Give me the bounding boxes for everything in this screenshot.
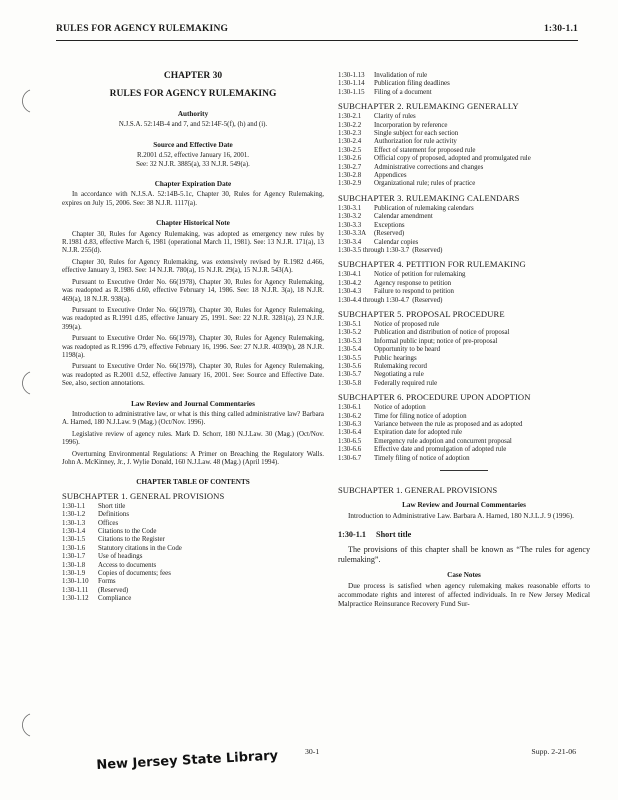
toc-entry-label: Effective date and promulgation of adopted rule (374, 446, 507, 454)
section-heading (338, 531, 590, 539)
toc-entry-label: Time for filing notice of adoption (374, 412, 467, 420)
toc-entry-label: Compliance (98, 595, 132, 603)
toc-entry-label: Opportunity to be heard (374, 346, 441, 354)
toc-entry (338, 172, 590, 180)
toc-entry-label: Emergency rule adoption and concurrent proposal (374, 437, 512, 445)
toc-entry-label: Official copy of proposed, adopted and promulgated rule (374, 155, 531, 163)
toc-entry-number: 1:30-2.9 (338, 180, 362, 188)
toc-entry-number: 1:30-4.2 (338, 279, 362, 287)
toc-entry-number: 1:30-3.3A (338, 230, 367, 238)
toc-entry-label: Calendar copies (374, 238, 419, 246)
toc-entry-number: 1:30-1.11 (62, 586, 89, 594)
toc-entry-number: 1:30-1.10 (62, 578, 89, 586)
toc-entry (62, 503, 324, 511)
toc-entry-number: 1:30-5.6 (338, 362, 362, 370)
running-header (56, 24, 578, 38)
toc-entry-label: Citations to the Register (98, 536, 165, 544)
chapter-title: RULES FOR AGENCY RULEMAKING (109, 89, 277, 99)
toc-entry (338, 404, 590, 412)
toc-entry-number: 1:30-3.2 (338, 213, 362, 221)
toc-entry-label: Exceptions (374, 221, 405, 229)
toc-entry (338, 338, 590, 346)
toc-entry (338, 113, 590, 121)
toc-entry-number: 1:30-5.7 (338, 371, 362, 379)
toc-entry-label: Offices (98, 519, 119, 527)
chapter-number: CHAPTER 30 (163, 71, 223, 81)
toc-entry (338, 164, 590, 172)
body-subchapter-heading: SUBCHAPTER 1. GENERAL PROVISIONS (338, 485, 498, 496)
toc-entry-label: (Reserved) (412, 296, 443, 304)
history-paragraph: Pursuant to Executive Order No. 66(1978), Chapter 30, Rules for Agency Rulemaking, was readopted as R.2001 d.52, effective January 16, 2001. See: Source and Effective Date. See, also, section annotations. (62, 363, 324, 388)
law-review-paragraph: Legislative review of agency rules. Mark D. Schorr, 180 N.J.Law. 30 (Mag.) (Oct/Nov. 1996). (62, 430, 324, 447)
toc-entry (338, 297, 590, 305)
toc-entry-label: Public hearings (374, 354, 417, 362)
law-review-heading: Law Review and Journal Commentaries (131, 399, 255, 408)
toc-entry-number: 1:30-2.1 (338, 113, 362, 121)
toc-entry-number: 1:30-6.1 (338, 404, 362, 412)
case-notes-text: Due process is satisfied when agency rulemaking makes reasonable efforts to accommodate rights and interest of affected individuals. In re New Jersey Medical Malpractice Reinsurance Recovery Fund Sur- (338, 582, 590, 609)
toc-entry (338, 122, 590, 130)
toc-entry-number: 1:30-1.12 (62, 595, 89, 603)
toc-entry-number: 1:30-3.1 (338, 204, 362, 212)
history-paragraph: Chapter 30, Rules for Agency Rulemaking, was adopted as emergency new rules by R.1981 d.83, effective March 6, 1981 (operational March 11, 1981). See: 13 N.J.R. 171(a), 13 N.J.R. 255(d). (62, 230, 324, 255)
source-heading: Source and Effective Date (153, 140, 233, 149)
toc-entry (338, 72, 590, 80)
toc-entry-label: Organizational rule; rules of practice (374, 180, 476, 188)
toc-subchapter-4-list (338, 271, 590, 305)
toc-entry-number: 1:30-3.3 (338, 221, 362, 229)
toc-entry (338, 230, 590, 238)
toc-entry-label: Clarity of rules (374, 113, 416, 121)
toc-entry-label: Notice of proposed rule (374, 320, 440, 328)
toc-entry-label: (Reserved) (98, 586, 129, 594)
toc-subchapter-3-list (338, 205, 590, 255)
toc-entry-number: 1:30-6.6 (338, 446, 362, 454)
toc-entry (62, 595, 324, 603)
authority-text: N.J.S.A. 52:14B-4 and 7, and 52:14F-5(f), (h) and (i). (118, 121, 268, 129)
toc-subchapter-1-list-continued (338, 72, 590, 97)
law-review-paragraph: Introduction to administrative law, or what is this thing called administrative law? Barbara A. Harned, 180 N.J.Law. 9 (Mag.) (Oct/Nov. 1996). (62, 410, 324, 427)
toc-entry-number: 1:30-1.6 (62, 544, 86, 552)
toc-entry (338, 147, 590, 155)
toc-entry-label: Publication and distribution of notice of proposal (374, 329, 510, 337)
toc-subchapter-1-title: SUBCHAPTER 1. GENERAL PROVISIONS (62, 490, 225, 501)
toc-subchapter-6-list (338, 404, 590, 463)
toc-subchapter-6-title: SUBCHAPTER 6. PROCEDURE UPON ADOPTION (338, 392, 531, 403)
toc-entry-label: Expiration date for adopted rule (374, 429, 463, 437)
toc-entry-label: Short title (98, 502, 126, 510)
toc-entry-number: 1:30-1.7 (62, 553, 86, 561)
toc-entry (338, 329, 590, 337)
toc-entry-number: 1:30-5.4 (338, 346, 362, 354)
toc-entry (338, 180, 590, 188)
toc-entry-label: Calendar amendment (374, 213, 433, 221)
toc-entry-label: (Reserved) (412, 246, 443, 254)
toc-entry (338, 239, 590, 247)
toc-entry-number: 1:30-2.3 (338, 130, 362, 138)
toc-entry-label: Citations to the Code (98, 528, 157, 536)
toc-entry (338, 429, 590, 437)
toc-entry (338, 421, 590, 429)
toc-entry (338, 363, 590, 371)
toc-entry-number: 1:30-6.2 (338, 412, 362, 420)
toc-entry-label: Agency response to petition (374, 279, 452, 287)
page-number: 30-1 (305, 747, 320, 756)
binder-hole-mark-middle (16, 370, 38, 396)
toc-entry (338, 205, 590, 213)
left-column (62, 70, 324, 607)
toc-subchapter-3-title: SUBCHAPTER 3. RULEMAKING CALENDARS (338, 192, 520, 203)
toc-entry (62, 520, 324, 528)
toc-entry (338, 355, 590, 363)
toc-entry-number: 1:30-2.6 (338, 155, 362, 163)
toc-subchapter-5-list (338, 321, 590, 388)
section-text: The provisions of this chapter shall be known as “The rules for agency rulemaking”. (338, 544, 590, 564)
running-header-title: RULES FOR AGENCY RULEMAKING (56, 24, 229, 34)
toc-entry-label: Access to documents (98, 561, 157, 569)
toc-entry-label: Administrative corrections and changes (374, 163, 484, 171)
toc-entry (62, 570, 324, 578)
toc-entry-label: Forms (98, 578, 116, 586)
toc-entry (338, 213, 590, 221)
toc-entry-number: 1:30-1.2 (62, 511, 86, 519)
toc-entry-number: 1:30-2.8 (338, 172, 362, 180)
toc-entry (338, 138, 590, 146)
toc-entry-number: 1:30-5.3 (338, 337, 362, 345)
expiration-heading: Chapter Expiration Date (154, 180, 232, 189)
history-heading: Chapter Historical Note (156, 219, 230, 228)
toc-entry-number: 1:30-3.4 (338, 238, 362, 246)
toc-entry-label: Filing of a document (374, 88, 432, 96)
history-paragraph: Pursuant to Executive Order No. 66(1978), Chapter 30, Rules for Agency Rulemaking, was readopted as R.1996 d.79, effective February 16, 1996. See: 27 N.J.R. 4039(b), 28 N.J.R. 1198(a). (62, 335, 324, 359)
header-rule (56, 40, 578, 41)
toc-entry-label: Authorization for rule activity (374, 138, 457, 146)
toc-entry (62, 562, 324, 570)
toc-entry-number: 1:30-1.9 (62, 570, 86, 578)
toc-entry (338, 271, 590, 279)
history-paragraph: Chapter 30, Rules for Agency Rulemaking, was extensively revised by R.1982 d.466, effective January 3, 1983. See: 14 N.J.R. 780(a), 15 N.J.R. 29(a), 15 N.J.R. 543(A). (62, 258, 324, 275)
toc-subchapter-4-title: SUBCHAPTER 4. PETITION FOR RULEMAKING (338, 259, 526, 270)
toc-entry (62, 536, 324, 544)
toc-entry-label: Federally required rule (374, 379, 438, 387)
body-law-review-text: Introduction to Administrative Law. Barbara A. Harned, 180 N.J.L.J. 9 (1996). (348, 512, 574, 521)
toc-entry-number: 1:30-6.3 (338, 421, 362, 428)
toc-entry-number: 1:30-5.5 (338, 354, 362, 362)
toc-entry-label: Rulemaking record (374, 362, 428, 370)
toc-entry (338, 288, 590, 296)
toc-entry-number: 1:30-1.1 (62, 502, 86, 510)
toc-entry (338, 438, 590, 446)
toc-entry (338, 130, 590, 138)
toc-entry-number: 1:30-6.5 (338, 437, 362, 445)
toc-entry (338, 280, 590, 288)
toc-entry (338, 321, 590, 329)
toc-entry-number: 1:30-5.1 (338, 320, 362, 328)
toc-entry-label: Negotiating a rule (374, 371, 424, 379)
toc-entry (338, 222, 590, 230)
law-review-paragraph: Overturning Environmental Regulations: A Primer on Breaching the Regulatory Walls. John A. McKinney, Jr., J. Wylie Donald, 160 N.J.Law. 48 (Mag.) (April 1994). (62, 450, 324, 466)
toc-entry-label: Variance between the rule as proposed and as adopted (374, 421, 523, 428)
toc-entry-label: Publication of rulemaking calendars (374, 204, 474, 212)
toc-entry-label: Notice of adoption (374, 404, 426, 412)
toc-entry-label: Effect of statement for proposed rule (374, 146, 476, 154)
section-divider (440, 470, 488, 471)
section-number: 1:30-1.1 (338, 530, 366, 540)
toc-entry (338, 413, 590, 421)
toc-entry-number: 1:30-1.14 (338, 80, 365, 88)
toc-entry (338, 346, 590, 354)
toc-entry (62, 545, 324, 553)
binder-hole-mark-top (16, 88, 38, 114)
toc-entry-label: Single subject for each section (374, 130, 459, 138)
toc-entry-number: 1:30-1.3 (62, 519, 86, 527)
toc-subchapter-2-title: SUBCHAPTER 2. RULEMAKING GENERALLY (338, 101, 519, 112)
toc-entry-label: Failure to respond to petition (374, 288, 454, 296)
history-paragraph: Pursuant to Executive Order No. 66(1978), Chapter 30, Rules for Agency Rulemaking, was readopted as R.1986 d.60, effective February 14, 1986. See: 18 N.J.R. 3(a), 18 N.J.R. 469(a), 18 N.J.R. 938(a). (62, 278, 324, 303)
toc-entry (338, 89, 590, 97)
toc-entry-number: 1:30-6.4 (338, 429, 362, 437)
toc-subchapter-1-list (62, 503, 324, 604)
toc-entry-number: 1:30-2.4 (338, 138, 362, 146)
toc-entry (62, 553, 324, 561)
history-paragraph: Pursuant to Executive Order No. 66(1978), Chapter 30, Rules for Agency Rulemaking, was readopted as R.1991 d.85, effective January 25, 1991. See: 22 N.J.R. 3281(a), 23 N.J.R. 399(a). (62, 306, 324, 331)
toc-entry (338, 455, 590, 463)
toc-entry (62, 528, 324, 536)
toc-entry-label: Use of headings (98, 553, 143, 561)
toc-entry (338, 155, 590, 163)
expiration-text: In accordance with N.J.S.A. 52:14B-5.1c, Chapter 30, Rules for Agency Rulemaking, expires on July 15, 2006. See: 38 N.J.R. 1117(a). (62, 191, 324, 207)
right-column (338, 72, 590, 612)
toc-entry-number: 1:30-5.2 (338, 329, 362, 337)
toc-entry-number: 1:30-5.8 (338, 379, 362, 387)
toc-entry-number: 1:30-2.7 (338, 163, 362, 171)
toc-entry-number: 1:30-4.3 (338, 288, 362, 296)
toc-subchapter-2-list (338, 113, 590, 189)
toc-entry-label: Informal public input; notice of pre-proposal (374, 337, 498, 345)
toc-entry-number: 1:30-1.8 (62, 561, 86, 569)
toc-entry-number: 1:30-2.5 (338, 146, 362, 154)
toc-heading: CHAPTER TABLE OF CONTENTS (136, 478, 250, 487)
toc-subchapter-5-title: SUBCHAPTER 5. PROPOSAL PROCEDURE (338, 308, 505, 319)
toc-entry (338, 247, 590, 255)
toc-entry (338, 380, 590, 388)
toc-entry-number: 1:30-2.2 (338, 121, 362, 129)
library-stamp: New Jersey State Library (96, 748, 279, 773)
toc-entry-number: 1:30-3.5 through 1:30-3.7 (338, 246, 410, 254)
toc-entry-number: 1:30-1.5 (62, 536, 86, 544)
toc-entry (338, 371, 590, 379)
toc-entry-label: Statutory citations in the Code (98, 544, 182, 552)
toc-entry (338, 446, 590, 454)
toc-entry-label: Notice of petition for rulemaking (374, 271, 466, 279)
toc-entry-number: 1:30-1.15 (338, 88, 365, 96)
supplement-date: Supp. 2-21-06 (531, 747, 576, 756)
source-line-1: R.2001 d.52, effective January 16, 2001. (136, 152, 249, 160)
toc-entry (62, 578, 324, 586)
running-header-code: 1:30-1.1 (543, 24, 578, 34)
toc-entry-label: Definitions (98, 511, 130, 519)
authority-heading: Authority (177, 110, 209, 118)
toc-entry-number: 1:30-1.4 (62, 528, 86, 536)
source-line-2: See: 32 N.J.R. 3885(a), 33 N.J.R. 549(a). (136, 160, 250, 168)
toc-entry (338, 80, 590, 88)
toc-entry-label: Timely filing of notice of adoption (374, 454, 470, 462)
toc-entry-label: Incorporation by reference (374, 121, 448, 129)
toc-entry-number: 1:30-6.7 (338, 454, 362, 462)
body-law-review-heading: Law Review and Journal Commentaries (402, 501, 526, 510)
binder-hole-mark-bottom (16, 712, 38, 738)
toc-entry-label: (Reserved) (374, 230, 405, 238)
toc-entry-label: Appendices (374, 172, 407, 180)
toc-entry-number: 1:30-4.4 through 1:30-4.7 (338, 296, 410, 304)
case-notes-heading: Case Notes (447, 570, 481, 579)
toc-entry (62, 511, 324, 519)
section-title: Short title (376, 530, 412, 540)
toc-entry-number: 1:30-4.1 (338, 271, 362, 279)
toc-entry-label: Publication filing deadlines (374, 80, 450, 88)
toc-entry-number: 1:30-1.13 (338, 72, 365, 79)
toc-entry-label: Invalidation of rule (374, 72, 428, 79)
toc-entry-label: Copies of documents; fees (98, 570, 171, 578)
toc-entry (62, 587, 324, 595)
